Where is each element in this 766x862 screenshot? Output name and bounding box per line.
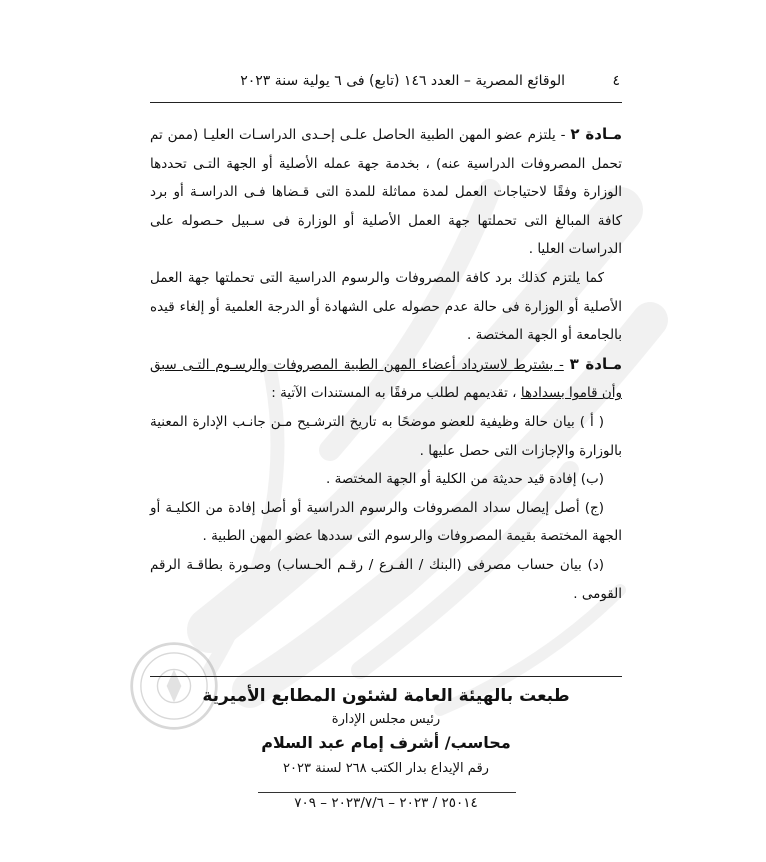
publisher-footer (150, 678, 622, 780)
article-3-item-b: (ب) إفادة قيد حديثة من الكلية أو الجهة المختصة . (326, 471, 604, 488)
article-3-paragraph (150, 350, 622, 408)
deposit-number: رقم الإيداع بدار الكتب ٢٦٨ لسنة ٢٠٢٣ (283, 761, 489, 776)
article-3-item-a: ( أ ) بيان حالة وظيفية للعضو موضحًا به تاريخ الترشـيح مـن جانـب الإدارة المعنية بالوزارة والإجازات التى حصل عليها . (150, 413, 622, 459)
article-3-label: مـادة ٣ (569, 354, 622, 373)
header-title: الوقائع المصرية – العدد ١٤٦ (تابع) فى ٦ يولية سنة ٢٠٢٣ (240, 73, 565, 89)
header-divider (150, 102, 622, 103)
print-code: ٢٥٠١٤ / ٢٠٢٣ – ٢٠٢٣/٧/٦ – ٧٠٩ (294, 795, 478, 811)
article-3-item-c: (ج) أصل إيصال سداد المصروفات والرسوم الدراسية أو أصل إفادة من الكليـة أو الجهة المختصة بقيمة المصروفات والرسوم التى سددها عضو المهن الطبية . (150, 499, 622, 545)
document-body (150, 120, 622, 608)
article-3-intro-underlined: - يشترط لاسترداد أعضاء المهن الطبية المصروفات والرسـوم التـى سبق وأن قاموا بسدادها (150, 356, 622, 402)
article-3-intro-rest: ، تقديمهم لطلب مرفقًا به المستندات الآتية : (271, 385, 517, 402)
page-header (150, 70, 620, 92)
article-2-paragraph-2: كما يلتزم كذلك برد كافة المصروفات والرسوم الدراسية التى تحملتها جهة العمل الأصلية أو الوزارة فى حالة عدم حصوله على الشهادة أو الدرجة العلمية أو إلغاء قيده بالجامعة أو الجهة المختصة . (150, 269, 622, 344)
printed-by: طبعت بالهيئة العامة لشئون المطابع الأميرية (202, 686, 570, 706)
board-chair-role: رئيس مجلس الإدارة (331, 712, 441, 727)
article-2-text-1: - يلتزم عضو المهن الطبية الحاصل علـى إحـدى الدراسـات العليـا (ممن تم تحمل المصروفات الدراسية عنه) ، بخدمة جهة عمله الأصلية أو الجهة التـى تحددها الوزارة وفقًا لاحتياجات العمل لمدة مماثلة للمدة التى قـضاها فـى الدراسـة أو برد كافة المبالغ التى تحملتها جهة العمل الأصلية أو الوزارة فى سـبيل حـصوله على الدراسات العليا . (150, 127, 622, 258)
article-2-label: مـادة ٢ (570, 125, 623, 143)
footer-divider (150, 676, 622, 677)
article-3-item-d: (د) بيان حساب مصرفى (البنك / الفـرع / رقـم الحـساب) وصـورة بطاقـة الرقم القومى . (150, 556, 622, 602)
page-number: ٤ (612, 73, 620, 89)
article-2-paragraph-1 (150, 120, 622, 264)
board-chair-name: محاسب/ أشرف إمام عبد السلام (261, 733, 511, 752)
